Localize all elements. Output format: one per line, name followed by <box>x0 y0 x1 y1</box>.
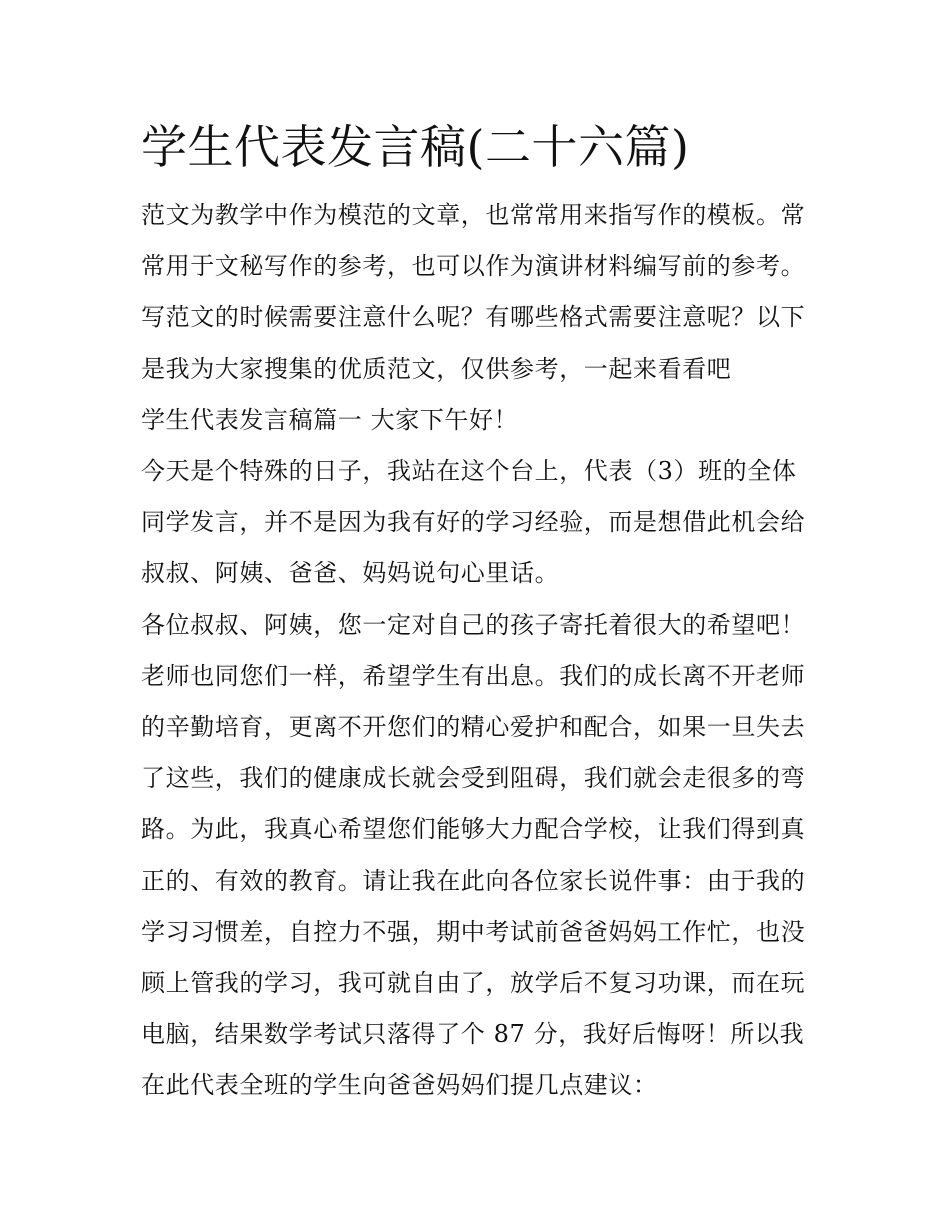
document-body <box>141 190 816 1112</box>
text-line: 路。为此，我真心希望您们能够大力配合学校，让我们得到真 <box>141 815 806 844</box>
section-heading-line: 学生代表发言稿篇一 大家下午好！ <box>141 405 519 434</box>
text-line: 同学发言，并不是因为我有好的学习经验，而是想借此机会给 <box>141 508 806 537</box>
text-line: 范文为教学中作为模范的文章，也常常用来指写作的模板。常 <box>141 201 806 229</box>
text-line: 了这些，我们的健康成长就会受到阻碍，我们就会走很多的弯 <box>141 764 806 793</box>
text-line: 今天是个特殊的日子，我站在这个台上，代表（3）班的全体 <box>141 457 797 486</box>
text-line: 顾上管我的学习，我可就自由了，放学后不复习功课，而在玩 <box>141 969 806 998</box>
text-line: 是我为大家搜集的优质范文，仅供参考，一起来看看吧 <box>141 354 732 383</box>
text-line: 各位叔叔、阿姨，您一定对自己的孩子寄托着很大的希望吧！ <box>141 610 806 639</box>
text-line: 学习习惯差，自控力不强，期中考试前爸爸妈妈工作忙，也没 <box>141 917 806 946</box>
text-line: 写范文的时候需要注意什么呢？有哪些格式需要注意呢？以下 <box>141 303 806 332</box>
text-line: 叔叔、阿姨、爸爸、妈妈说句心里话。 <box>141 559 560 588</box>
text-line: 电脑，结果数学考试只落得了个 87 分，我好后悔呀！所以我 <box>141 1020 805 1049</box>
text-line: 常用于文秘写作的参考，也可以作为演讲材料编写前的参考。 <box>141 252 806 281</box>
text-line: 的辛勤培育，更离不开您们的精心爱护和配合，如果一旦失去 <box>141 713 806 742</box>
document-page <box>141 108 816 1112</box>
text-line: 正的、有效的教育。请让我在此向各位家长说件事：由于我的 <box>141 866 806 895</box>
document-title: 学生代表发言稿(二十六篇) <box>141 120 690 174</box>
text-line: 在此代表全班的学生向爸爸妈妈们提几点建议： <box>141 1071 658 1100</box>
text-line: 老师也同您们一样，希望学生有出息。我们的成长离不开老师 <box>141 661 806 690</box>
